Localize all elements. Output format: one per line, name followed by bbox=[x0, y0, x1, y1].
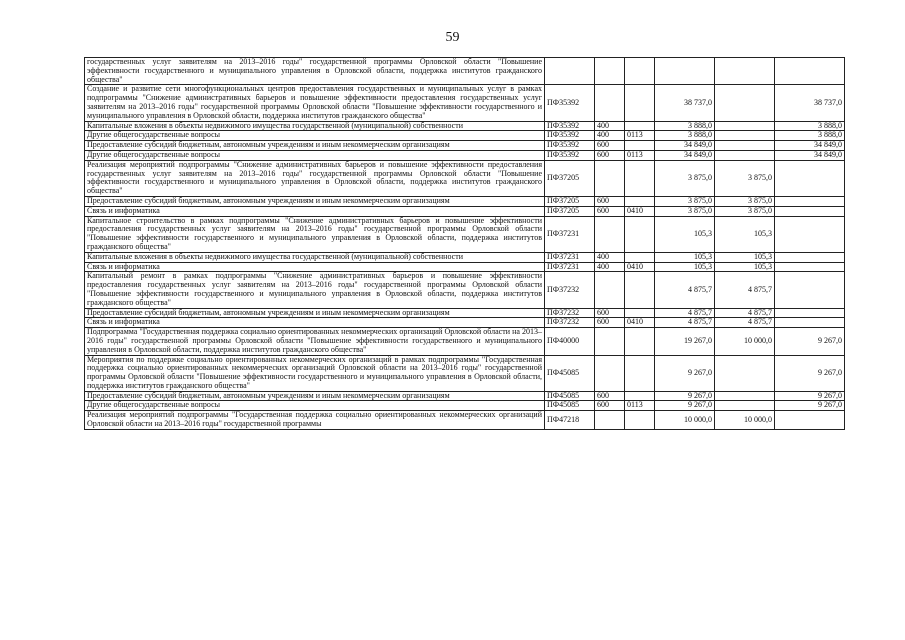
row-section-cell bbox=[625, 252, 655, 262]
row-name-cell: Создание и развитие сети многофункциональных центров предоставления государственных и муниципальных услуг в рамках подпрограммы "Снижение административных барьеров и повышение эффективности предоставления государственных услуг заявителям на 2013–2016 годы" государственной программы Орловской области "Повышение эффективности государственного и муниципального управления в Орловской области, поддержка институтов гражданского общества" bbox=[85, 85, 545, 121]
row-regional-cell: 38 737,0 bbox=[775, 85, 845, 121]
row-total-cell: 9 267,0 bbox=[655, 401, 715, 411]
row-federal-cell bbox=[715, 355, 775, 391]
row-regional-cell bbox=[775, 262, 845, 272]
row-section-cell bbox=[625, 216, 655, 252]
row-expense-type-cell bbox=[595, 272, 625, 308]
row-section-cell bbox=[625, 58, 655, 85]
row-name-cell: государственных услуг заявителям на 2013–2016 годы" государственной программы Орловской области "Повышение эффективности государственного и муниципального управления в Орловской области, поддержка институтов гражданского общества" bbox=[85, 58, 545, 85]
row-total-cell: 4 875,7 bbox=[655, 308, 715, 318]
row-name-cell: Другие общегосударственные вопросы bbox=[85, 401, 545, 411]
table-row bbox=[85, 328, 845, 355]
row-expense-type-cell: 600 bbox=[595, 391, 625, 401]
row-name-cell: Предоставление субсидий бюджетным, автономным учреждениям и иным некоммерческим организациям bbox=[85, 141, 545, 151]
row-expense-type-cell: 600 bbox=[595, 150, 625, 160]
row-regional-cell: 34 849,0 bbox=[775, 150, 845, 160]
row-expense-type-cell bbox=[595, 160, 625, 196]
row-section-cell bbox=[625, 355, 655, 391]
row-expense-type-cell: 400 bbox=[595, 121, 625, 131]
row-expense-type-cell: 400 bbox=[595, 262, 625, 272]
row-code-cell: ПФ37205 bbox=[545, 206, 595, 216]
row-federal-cell: 105,3 bbox=[715, 216, 775, 252]
row-code-cell: ПФ35392 bbox=[545, 150, 595, 160]
row-name-cell: Другие общегосударственные вопросы bbox=[85, 131, 545, 141]
row-name-cell: Мероприятия по поддержке социально ориентированных некоммерческих организаций в рамках подпрограммы "Государственная поддержка социально ориентированных некоммерческих организаций Орловской области на 2013–2016 годы" государственной программы Орловской области "Повышение эффективности государственного и муниципального управления в Орловской области, поддержка институтов гражданского общества" bbox=[85, 355, 545, 391]
row-regional-cell bbox=[775, 216, 845, 252]
row-total-cell: 19 267,0 bbox=[655, 328, 715, 355]
table-row bbox=[85, 141, 845, 151]
row-expense-type-cell bbox=[595, 328, 625, 355]
row-federal-cell bbox=[715, 391, 775, 401]
row-code-cell: ПФ40000 bbox=[545, 328, 595, 355]
table-row bbox=[85, 58, 845, 85]
row-total-cell: 3 888,0 bbox=[655, 121, 715, 131]
row-name-cell: Связь и информатика bbox=[85, 206, 545, 216]
row-total-cell: 4 875,7 bbox=[655, 318, 715, 328]
table-row bbox=[85, 160, 845, 196]
row-total-cell: 105,3 bbox=[655, 216, 715, 252]
row-federal-cell: 4 875,7 bbox=[715, 308, 775, 318]
row-name-cell: Связь и информатика bbox=[85, 262, 545, 272]
row-federal-cell bbox=[715, 121, 775, 131]
row-name-cell: Предоставление субсидий бюджетным, автономным учреждениям и иным некоммерческим организациям bbox=[85, 308, 545, 318]
row-expense-type-cell: 600 bbox=[595, 308, 625, 318]
row-total-cell: 9 267,0 bbox=[655, 391, 715, 401]
row-federal-cell bbox=[715, 141, 775, 151]
table-row bbox=[85, 150, 845, 160]
table-row bbox=[85, 272, 845, 308]
row-total-cell: 10 000,0 bbox=[655, 411, 715, 430]
row-federal-cell: 4 875,7 bbox=[715, 272, 775, 308]
row-code-cell: ПФ45085 bbox=[545, 401, 595, 411]
row-code-cell: ПФ37231 bbox=[545, 252, 595, 262]
row-federal-cell: 3 875,0 bbox=[715, 196, 775, 206]
row-total-cell: 3 888,0 bbox=[655, 131, 715, 141]
row-regional-cell: 9 267,0 bbox=[775, 355, 845, 391]
table-row bbox=[85, 216, 845, 252]
row-total-cell: 3 875,0 bbox=[655, 196, 715, 206]
row-name-cell: Капитальные вложения в объекты недвижимого имущества государственной (муниципальной) собственности bbox=[85, 252, 545, 262]
row-section-cell: 0410 bbox=[625, 262, 655, 272]
row-name-cell: Связь и информатика bbox=[85, 318, 545, 328]
row-federal-cell: 4 875,7 bbox=[715, 318, 775, 328]
row-section-cell bbox=[625, 85, 655, 121]
row-regional-cell bbox=[775, 411, 845, 430]
row-code-cell bbox=[545, 58, 595, 85]
row-regional-cell bbox=[775, 160, 845, 196]
row-section-cell bbox=[625, 141, 655, 151]
row-regional-cell bbox=[775, 58, 845, 85]
row-expense-type-cell bbox=[595, 216, 625, 252]
row-total-cell: 34 849,0 bbox=[655, 141, 715, 151]
row-expense-type-cell: 600 bbox=[595, 196, 625, 206]
row-section-cell bbox=[625, 391, 655, 401]
row-total-cell: 4 875,7 bbox=[655, 272, 715, 308]
row-name-cell: Подпрограмма "Государственная поддержка социально ориентированных некоммерческих организаций Орловской области на 2013–2016 годы" государственной программы Орловской области "Повышение эффективности государственного и муниципального управления в Орловской области, поддержка институтов гражданского общества" bbox=[85, 328, 545, 355]
row-total-cell: 105,3 bbox=[655, 252, 715, 262]
row-section-cell: 0113 bbox=[625, 131, 655, 141]
row-total-cell: 34 849,0 bbox=[655, 150, 715, 160]
row-regional-cell: 9 267,0 bbox=[775, 401, 845, 411]
row-total-cell: 3 875,0 bbox=[655, 160, 715, 196]
budget-table bbox=[84, 57, 845, 430]
row-federal-cell bbox=[715, 58, 775, 85]
row-expense-type-cell: 400 bbox=[595, 252, 625, 262]
table-row bbox=[85, 121, 845, 131]
row-regional-cell: 9 267,0 bbox=[775, 391, 845, 401]
row-expense-type-cell: 400 bbox=[595, 131, 625, 141]
row-code-cell: ПФ35392 bbox=[545, 85, 595, 121]
row-name-cell: Предоставление субсидий бюджетным, автономным учреждениям и иным некоммерческим организациям bbox=[85, 196, 545, 206]
table-row bbox=[85, 318, 845, 328]
row-total-cell: 105,3 bbox=[655, 262, 715, 272]
row-section-cell bbox=[625, 160, 655, 196]
row-federal-cell bbox=[715, 150, 775, 160]
row-regional-cell bbox=[775, 308, 845, 318]
row-code-cell: ПФ35392 bbox=[545, 131, 595, 141]
row-expense-type-cell bbox=[595, 85, 625, 121]
row-name-cell: Реализация мероприятий подпрограммы "Государственная поддержка социально ориентированных некоммерческих организаций Орловской области на 2013–2016 годы" государственной программы bbox=[85, 411, 545, 430]
row-code-cell: ПФ37232 bbox=[545, 272, 595, 308]
row-regional-cell: 9 267,0 bbox=[775, 328, 845, 355]
row-expense-type-cell: 600 bbox=[595, 206, 625, 216]
row-name-cell: Другие общегосударственные вопросы bbox=[85, 150, 545, 160]
row-regional-cell: 34 849,0 bbox=[775, 141, 845, 151]
table-row bbox=[85, 131, 845, 141]
row-federal-cell bbox=[715, 131, 775, 141]
row-federal-cell: 105,3 bbox=[715, 252, 775, 262]
row-name-cell: Реализация мероприятий подпрограммы "Снижение административных барьеров и повышение эффективности предоставления государственных услуг заявителям на 2013–2016 годы" государственной программы Орловской области "Повышение эффективности государственного и муниципального управления в Орловской области, поддержка институтов гражданского общества" bbox=[85, 160, 545, 196]
page-number: 59 bbox=[445, 30, 460, 45]
table-row bbox=[85, 308, 845, 318]
row-regional-cell bbox=[775, 318, 845, 328]
row-section-cell bbox=[625, 328, 655, 355]
row-name-cell: Предоставление субсидий бюджетным, автономным учреждениям и иным некоммерческим организациям bbox=[85, 391, 545, 401]
row-name-cell: Капитальный ремонт в рамках подпрограммы "Снижение административных барьеров и повышение эффективности предоставления государственных услуг заявителям на 2013–2016 годы" государственной программы Орловской области "Повышение эффективности государственного и муниципального управления в Орловской области, поддержка институтов гражданского общества" bbox=[85, 272, 545, 308]
row-section-cell bbox=[625, 272, 655, 308]
row-section-cell bbox=[625, 121, 655, 131]
row-section-cell bbox=[625, 308, 655, 318]
table-row bbox=[85, 252, 845, 262]
row-section-cell bbox=[625, 196, 655, 206]
row-code-cell: ПФ37232 bbox=[545, 308, 595, 318]
row-federal-cell bbox=[715, 401, 775, 411]
row-code-cell: ПФ45085 bbox=[545, 391, 595, 401]
table-row bbox=[85, 355, 845, 391]
row-regional-cell: 3 888,0 bbox=[775, 131, 845, 141]
row-regional-cell bbox=[775, 272, 845, 308]
row-code-cell: ПФ37205 bbox=[545, 196, 595, 206]
row-code-cell: ПФ45085 bbox=[545, 355, 595, 391]
table-body bbox=[85, 58, 845, 430]
table-row bbox=[85, 401, 845, 411]
row-federal-cell: 3 875,0 bbox=[715, 206, 775, 216]
row-federal-cell: 10 000,0 bbox=[715, 411, 775, 430]
table-row bbox=[85, 411, 845, 430]
row-section-cell: 0410 bbox=[625, 206, 655, 216]
row-total-cell bbox=[655, 58, 715, 85]
table-row bbox=[85, 206, 845, 216]
row-code-cell: ПФ47218 bbox=[545, 411, 595, 430]
row-total-cell: 3 875,0 bbox=[655, 206, 715, 216]
row-name-cell: Капитальное строительство в рамках подпрограммы "Снижение административных барьеров и повышение эффективности предоставления государственных услуг заявителям на 2013–2016 годы" государственной программы Орловской области "Повышение эффективности государственного и муниципального управления в Орловской области, поддержка институтов гражданского общества" bbox=[85, 216, 545, 252]
row-code-cell: ПФ37231 bbox=[545, 262, 595, 272]
table-row bbox=[85, 85, 845, 121]
row-code-cell: ПФ35392 bbox=[545, 121, 595, 131]
row-code-cell: ПФ37231 bbox=[545, 216, 595, 252]
row-regional-cell bbox=[775, 252, 845, 262]
table-row bbox=[85, 262, 845, 272]
row-expense-type-cell: 600 bbox=[595, 318, 625, 328]
row-total-cell: 9 267,0 bbox=[655, 355, 715, 391]
row-total-cell: 38 737,0 bbox=[655, 85, 715, 121]
row-federal-cell bbox=[715, 85, 775, 121]
row-federal-cell: 105,3 bbox=[715, 262, 775, 272]
row-code-cell: ПФ35392 bbox=[545, 141, 595, 151]
row-section-cell: 0410 bbox=[625, 318, 655, 328]
row-name-cell: Капитальные вложения в объекты недвижимого имущества государственной (муниципальной) собственности bbox=[85, 121, 545, 131]
row-section-cell: 0113 bbox=[625, 150, 655, 160]
row-section-cell: 0113 bbox=[625, 401, 655, 411]
row-expense-type-cell bbox=[595, 58, 625, 85]
row-expense-type-cell: 600 bbox=[595, 141, 625, 151]
row-code-cell: ПФ37232 bbox=[545, 318, 595, 328]
table-row bbox=[85, 391, 845, 401]
row-federal-cell: 10 000,0 bbox=[715, 328, 775, 355]
row-federal-cell: 3 875,0 bbox=[715, 160, 775, 196]
row-regional-cell: 3 888,0 bbox=[775, 121, 845, 131]
row-regional-cell bbox=[775, 196, 845, 206]
row-regional-cell bbox=[775, 206, 845, 216]
row-expense-type-cell bbox=[595, 411, 625, 430]
row-section-cell bbox=[625, 411, 655, 430]
table-row bbox=[85, 196, 845, 206]
row-expense-type-cell bbox=[595, 355, 625, 391]
row-code-cell: ПФ37205 bbox=[545, 160, 595, 196]
row-expense-type-cell: 600 bbox=[595, 401, 625, 411]
